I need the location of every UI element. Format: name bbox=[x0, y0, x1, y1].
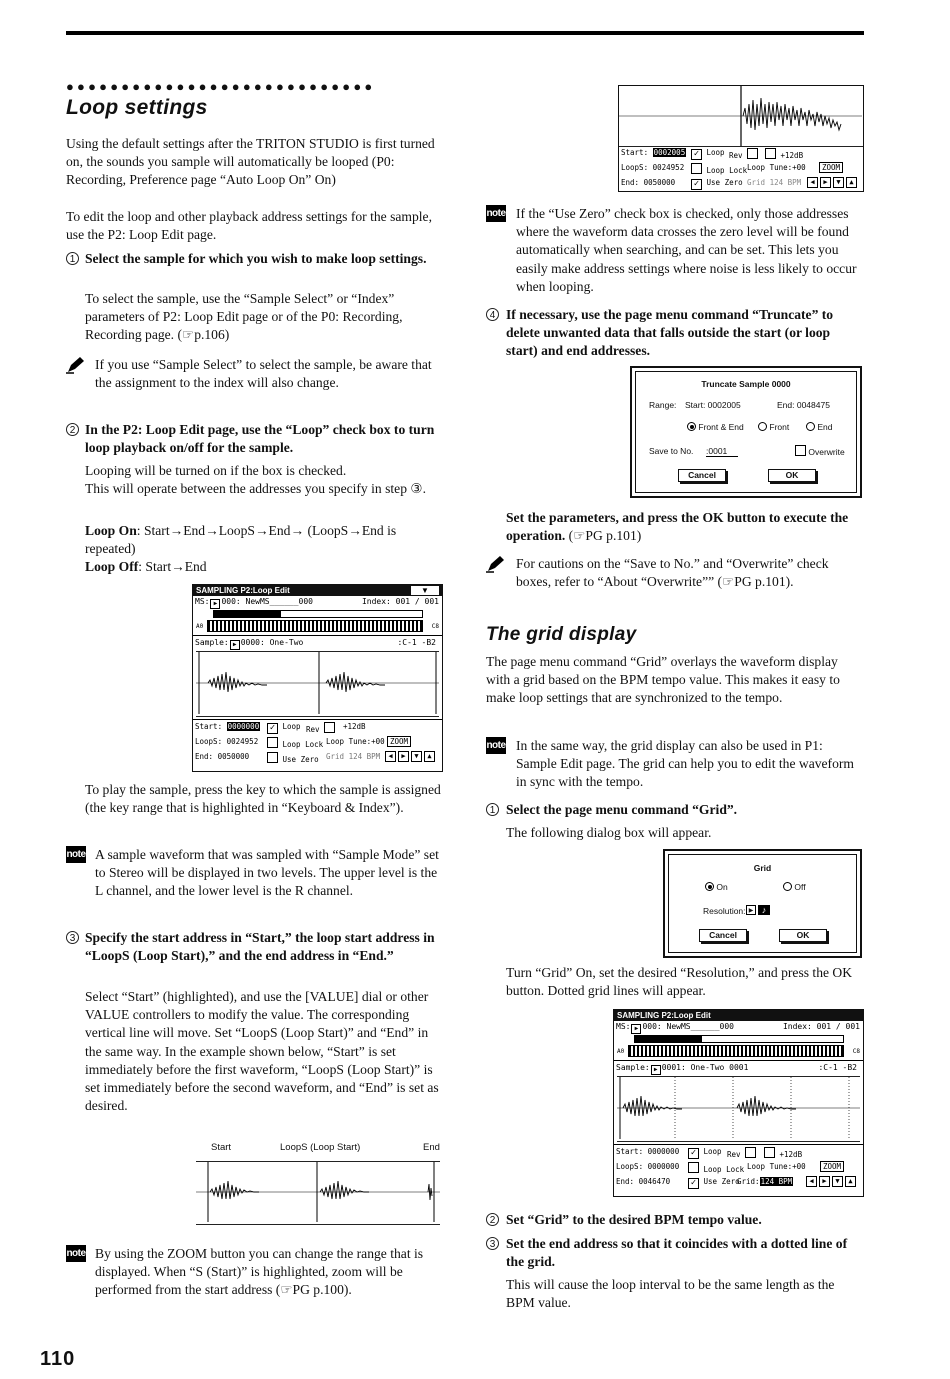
step-number: 3 bbox=[66, 931, 79, 944]
note-icon: note bbox=[486, 737, 506, 754]
caution-pen-icon bbox=[486, 555, 506, 573]
truncate-dialog bbox=[630, 366, 862, 498]
range-label: Range: bbox=[649, 400, 677, 410]
play-paragraph: To play the sample, press the key to which the sample is assigned (the key range that is highlighted in “Keyboard & Index”). bbox=[85, 782, 441, 816]
step-4 bbox=[486, 306, 864, 361]
loop-tune-label: Loop Tune: bbox=[747, 163, 793, 172]
loop-tune-value[interactable]: +00 bbox=[371, 737, 385, 746]
note-icon: note bbox=[66, 1245, 86, 1262]
plus12db-checkbox[interactable] bbox=[764, 1147, 775, 1158]
radio-off-icon bbox=[783, 882, 792, 891]
loop-on-line bbox=[85, 522, 441, 558]
ms-number: 000 bbox=[298, 597, 313, 606]
end-value[interactable]: 0050000 bbox=[217, 752, 250, 761]
step-heading: Select the sample for which you wish to make loop settings. bbox=[85, 251, 427, 266]
waveform-graphic bbox=[196, 652, 439, 714]
front-end-option[interactable] bbox=[687, 422, 744, 432]
waveform-display[interactable] bbox=[617, 1076, 860, 1142]
truncate-start[interactable]: Start: 0002005 bbox=[685, 400, 741, 410]
use-zero-checkbox[interactable]: ✓ bbox=[688, 1178, 699, 1189]
page-menu-button[interactable]: ▼ bbox=[411, 586, 439, 595]
keyboard-icon[interactable] bbox=[628, 1045, 844, 1057]
step-heading: Specify the start address in “Start,” the loop start address in “LoopS (Loop Start),” and the end address in “End.” bbox=[85, 930, 435, 964]
end-option[interactable] bbox=[806, 422, 833, 432]
end-option-label: End bbox=[817, 422, 833, 432]
plus12db-label: +12dB bbox=[779, 1150, 803, 1159]
waveform-graphic bbox=[617, 1077, 860, 1139]
loop-lock-label: Loop Lock bbox=[703, 1165, 745, 1174]
zoomed-waveform-graphic bbox=[619, 86, 862, 146]
keyboard-area bbox=[193, 608, 442, 635]
front-option[interactable] bbox=[758, 422, 789, 432]
loop-lock-checkbox[interactable] bbox=[691, 163, 702, 174]
note-1: A sample waveform that was sampled with “Sample Mode” set to Stereo will be displayed in two levels. The upper level is the L channel, and the lower level is the R channel. bbox=[95, 847, 439, 899]
plus12db-checkbox[interactable] bbox=[765, 148, 776, 159]
zoom-in-icon[interactable]: ▶ bbox=[398, 751, 409, 762]
cancel-button[interactable]: Cancel bbox=[699, 929, 747, 942]
loop-label: Loop bbox=[703, 1147, 722, 1156]
intro-paragraph-2: To edit the loop and other playback address settings for the sample, use the P2: Loop Edit page. bbox=[66, 209, 432, 243]
ms-value[interactable]: 000: NewMS bbox=[221, 597, 270, 606]
keyboard-icon[interactable] bbox=[207, 620, 423, 632]
loop-edit-screen-2 bbox=[613, 1009, 864, 1197]
ms-select-icon[interactable]: ▶ bbox=[210, 599, 220, 609]
note-icon: note bbox=[66, 846, 86, 863]
index-value[interactable]: Index: 001 / 001 bbox=[782, 1022, 860, 1031]
grid-off-option[interactable] bbox=[783, 882, 806, 892]
ms-row: MS: ▶ 000: NewMS______000 Index: 001 / 001 bbox=[195, 597, 439, 607]
loop-off-text: : Start→End bbox=[138, 559, 207, 574]
loop-on-label: Loop On bbox=[85, 523, 137, 538]
sample-key: :C-1 -B2 bbox=[397, 638, 436, 647]
step-number: 1 bbox=[66, 252, 79, 265]
rev-checkbox[interactable] bbox=[745, 1147, 756, 1158]
save-to-label: Save to No. bbox=[649, 446, 694, 456]
use-zero-label: Use Zero bbox=[706, 178, 743, 187]
overwrite-option[interactable] bbox=[795, 445, 845, 457]
use-zero-label: Use Zero bbox=[703, 1177, 740, 1186]
sample-label: Sample: bbox=[195, 638, 229, 647]
key-c8-label: C8 bbox=[431, 623, 439, 630]
front-label: Front bbox=[769, 422, 790, 432]
loop-checkbox[interactable]: ✓ bbox=[691, 149, 702, 160]
dialog-title: Truncate Sample 0000 bbox=[701, 379, 791, 389]
ms-select-icon[interactable]: ▶ bbox=[631, 1024, 641, 1034]
ms-number: 000 bbox=[719, 1022, 734, 1031]
cancel-button[interactable]: Cancel bbox=[678, 469, 726, 482]
zoom-arrows bbox=[807, 177, 861, 188]
zoom-button[interactable] bbox=[820, 1161, 844, 1172]
section-dots: ●●●●●●●●●●●●●●●●●●●●●●●●●●●● bbox=[66, 79, 376, 94]
grid-value[interactable]: 124 BPM bbox=[760, 1177, 793, 1186]
loops-value[interactable]: 0000000 bbox=[647, 1162, 680, 1171]
end-label: End: bbox=[195, 752, 214, 761]
ok-button[interactable]: OK bbox=[768, 469, 816, 482]
step-heading: Select the page menu command “Grid”. bbox=[506, 802, 738, 817]
step-2 bbox=[66, 421, 441, 457]
start-value[interactable]: 0000000 bbox=[647, 1147, 680, 1156]
end-value[interactable]: 0050000 bbox=[643, 178, 676, 187]
loop-tune-label: Loop Tune: bbox=[747, 1162, 793, 1171]
sample-select-icon[interactable]: ▶ bbox=[230, 640, 240, 650]
zoom-arrows bbox=[385, 751, 437, 762]
use-zero-label: Use Zero bbox=[282, 755, 319, 764]
step-3-body: Select “Start” (highlighted), and use the [VALUE] dial or other VALUE controllers to modify the value. The corresponding vertical line will move. Set “LoopS (Loop Start)” and “End” in the same way. In the example shown below, “Start” is set immediately before the first waveform, “LoopS (Loop Start)” is set immediately before the second waveform, and “End” is set as desired. bbox=[85, 989, 439, 1114]
index-bar bbox=[634, 1035, 844, 1043]
index-value[interactable]: Index: 001 / 001 bbox=[361, 597, 439, 606]
step-1 bbox=[66, 250, 441, 268]
loop-off-label: Loop Off bbox=[85, 559, 139, 574]
zoom-out-icon[interactable]: ◀ bbox=[807, 177, 818, 188]
step-heading: Set “Grid” to the desired BPM tempo value. bbox=[506, 1212, 762, 1227]
note-4: In the same way, the grid display can also be used in P1: Sample Edit page. The grid can help you to edit the waveform in sync with the tempo. bbox=[516, 738, 854, 790]
loop-lock-label: Loop Lock bbox=[282, 740, 324, 749]
key-a0-label: A0 bbox=[617, 1048, 625, 1055]
note-3: If the “Use Zero” check box is checked, only those addresses where the waveform data crosses the zero level will be found automatically when searching, and can be set. This lets you easily make address settings where noise is less likely to occur when looping. bbox=[516, 206, 857, 294]
section-title: Loop settings bbox=[66, 96, 208, 119]
screen-title: SAMPLING P2:Loop Edit bbox=[196, 586, 290, 595]
address-panel bbox=[619, 147, 863, 193]
radio-off-icon bbox=[758, 422, 767, 431]
caution-1: If you use “Sample Select” to select the sample, be aware that the assignment to the index will also change. bbox=[95, 357, 432, 391]
start-value[interactable]: 0002005 bbox=[653, 148, 686, 157]
zoom-arrows bbox=[806, 1176, 858, 1187]
step-number: 3 bbox=[486, 1237, 499, 1250]
grid-intro: The page menu command “Grid” overlays the waveform display with a grid based on the BPM tempo value. This makes it easy to make loop settings that are synchronized to the tempo. bbox=[486, 654, 840, 706]
radio-on-icon bbox=[705, 882, 714, 891]
dialog-frame bbox=[635, 371, 857, 493]
top-rule bbox=[66, 31, 864, 35]
loop-label: Loop bbox=[282, 722, 301, 731]
zoom-in-icon[interactable]: ▶ bbox=[819, 1176, 830, 1187]
grid-label: Grid bbox=[747, 178, 766, 187]
step-heading: In the P2: Loop Edit page, use the “Loop” check box to turn loop playback on/off for the sample. bbox=[85, 422, 435, 456]
start-label: Start: bbox=[621, 148, 649, 157]
loop-tune-label: Loop Tune: bbox=[326, 737, 372, 746]
rev-checkbox[interactable] bbox=[324, 722, 335, 733]
start-label: Start: bbox=[195, 722, 223, 731]
zoom-up-icon[interactable]: ▲ bbox=[424, 751, 435, 762]
diagram-loops-label: LoopS (Loop Start) bbox=[280, 1142, 361, 1153]
grid-value[interactable]: 124 BPM bbox=[769, 178, 802, 187]
grid-dialog bbox=[663, 849, 862, 958]
grid-on-paragraph: Turn “Grid” On, set the desired “Resolution,” and press the OK button. Dotted grid lines will appear. bbox=[506, 965, 853, 999]
intro-paragraph-1: Using the default settings after the TRITON STUDIO is first turned on, the sounds you sample will automatically be looped (P0: Recording, Preference page “Auto Loop On” On) bbox=[66, 136, 435, 188]
keyboard-area bbox=[614, 1033, 863, 1060]
step-1-body: To select the sample, use the “Sample Select” or “Index” parameters of P2: Loop Edit page or of the P0: Recording, Recording page. (☞p.106) bbox=[85, 291, 403, 343]
diagram-waveform-graphic bbox=[196, 1162, 440, 1222]
step-number: 1 bbox=[486, 803, 499, 816]
loop-edit-screen-zoomed bbox=[618, 85, 864, 192]
diagram-start-label: Start bbox=[211, 1142, 232, 1153]
grid-step-1 bbox=[486, 801, 864, 819]
grid-off-label: Off bbox=[794, 882, 806, 892]
step-2-body-1: Looping will be turned on if the box is checked. bbox=[85, 463, 347, 478]
step-number: 4 bbox=[486, 308, 499, 321]
screen-titlebar bbox=[193, 585, 442, 596]
rev-label: Rev bbox=[306, 725, 320, 734]
zoom-up-icon[interactable]: ▲ bbox=[845, 1176, 856, 1187]
index-bar bbox=[213, 610, 423, 618]
step-3 bbox=[66, 929, 441, 965]
ms-value[interactable]: 000: NewMS bbox=[642, 1022, 691, 1031]
zoom-label: ZOOM bbox=[822, 163, 841, 172]
zoomed-waveform[interactable] bbox=[619, 86, 863, 147]
grid-step-2 bbox=[486, 1211, 864, 1229]
zoom-label: ZOOM bbox=[823, 1162, 842, 1171]
step-number: 2 bbox=[486, 1213, 499, 1226]
address-panel bbox=[614, 1144, 863, 1193]
loop-checkbox[interactable]: ✓ bbox=[688, 1148, 699, 1159]
rev-label: Rev bbox=[727, 1150, 741, 1159]
step-2-body-2: This will operate between the addresses you specify in step ③. bbox=[85, 481, 426, 496]
zoom-up-icon[interactable]: ▲ bbox=[846, 177, 857, 188]
zoom-in-icon[interactable]: ▶ bbox=[820, 177, 831, 188]
key-a0-label: A0 bbox=[196, 623, 204, 630]
sample-label: Sample: bbox=[616, 1063, 650, 1072]
loop-tune-value[interactable]: +00 bbox=[792, 1162, 806, 1171]
ok-button[interactable]: OK bbox=[779, 929, 827, 942]
zoom-down-icon[interactable]: ▼ bbox=[832, 1176, 843, 1187]
grid-label: Grid bbox=[326, 752, 345, 761]
rev-checkbox[interactable] bbox=[747, 148, 758, 159]
overwrite-label: Overwrite bbox=[808, 447, 845, 457]
end-label: End: bbox=[621, 178, 640, 187]
zoom-out-icon[interactable]: ◀ bbox=[806, 1176, 817, 1187]
grid-on-label: On bbox=[716, 882, 728, 892]
zoom-down-icon[interactable]: ▼ bbox=[833, 177, 844, 188]
sample-row bbox=[193, 635, 442, 649]
loop-label: Loop bbox=[706, 148, 725, 157]
zoom-label: ZOOM bbox=[390, 737, 409, 746]
truncate-end[interactable]: End: 0048475 bbox=[777, 400, 830, 410]
grid-label: Grid: bbox=[737, 1177, 760, 1186]
loops-label: LoopS: bbox=[195, 737, 223, 746]
page-number: 110 bbox=[40, 1348, 76, 1370]
use-zero-checkbox[interactable]: ✓ bbox=[691, 179, 702, 190]
zoom-button[interactable] bbox=[387, 736, 411, 747]
ms-row: MS: ▶ 000: NewMS______000 Index: 001 / 001 bbox=[616, 1022, 860, 1032]
resolution-select-icon[interactable]: ▶ bbox=[746, 905, 756, 915]
loops-value[interactable]: 0024952 bbox=[226, 737, 259, 746]
zoom-down-icon[interactable]: ▼ bbox=[411, 751, 422, 762]
sample-select-icon[interactable]: ▶ bbox=[651, 1065, 661, 1075]
dialog-title: Grid bbox=[753, 863, 772, 873]
grid-section-title: The grid display bbox=[486, 624, 637, 645]
grid-step-3 bbox=[486, 1235, 864, 1271]
note-2: By using the ZOOM button you can change the range that is displayed. When “S (Start)” is highlighted, zoom will be performed from the start address (☞PG p.100). bbox=[95, 1246, 424, 1298]
diagram-waveform bbox=[196, 1161, 440, 1225]
key-c8-label: C8 bbox=[852, 1048, 860, 1055]
use-zero-checkbox[interactable] bbox=[267, 752, 278, 763]
set-params-line bbox=[506, 509, 864, 545]
step-heading: Set the end address so that it coincides with a dotted line of the grid. bbox=[506, 1236, 848, 1270]
grid-step-3-body: This will cause the loop interval to be the same length as the BPM value. bbox=[506, 1277, 835, 1311]
loops-label: LoopS: bbox=[621, 163, 649, 172]
loop-lock-checkbox[interactable] bbox=[688, 1162, 699, 1173]
ms-label: MS: bbox=[616, 1022, 631, 1031]
screen-titlebar bbox=[614, 1010, 863, 1021]
sample-value[interactable]: 0001: One-Two 0001 bbox=[661, 1063, 749, 1072]
grid-on-option[interactable] bbox=[705, 882, 728, 892]
front-end-label: Front & End bbox=[698, 422, 744, 432]
loop-edit-screen-1 bbox=[192, 584, 443, 772]
note-icon: note bbox=[486, 205, 506, 222]
loop-lock-label: Loop Lock bbox=[706, 166, 748, 175]
zoom-button[interactable] bbox=[819, 162, 843, 173]
resolution-value[interactable]: ♪ bbox=[758, 905, 770, 915]
step-heading: If necessary, use the page menu command “Truncate” to delete unwanted data that falls outside the start (or loop start) and end addresses. bbox=[506, 307, 834, 359]
step-number: 2 bbox=[66, 423, 79, 436]
sample-row bbox=[614, 1060, 863, 1074]
set-params-ref: (☞PG p.101) bbox=[565, 528, 642, 544]
ms-label: MS: bbox=[195, 597, 210, 606]
start-label: Start: bbox=[616, 1147, 644, 1156]
radio-on-icon bbox=[687, 422, 696, 431]
address-diagram bbox=[194, 1141, 442, 1227]
plus12db-label: +12dB bbox=[780, 151, 804, 160]
sample-key: :C-1 -B2 bbox=[818, 1063, 857, 1072]
address-panel bbox=[193, 719, 442, 768]
grid-step-1-body: The following dialog box will appear. bbox=[506, 825, 712, 840]
grid-value[interactable]: 124 BPM bbox=[348, 752, 381, 761]
diagram-end-label: End bbox=[423, 1142, 440, 1153]
end-label: End: bbox=[616, 1177, 635, 1186]
plus12db-label: +12dB bbox=[343, 722, 366, 731]
loops-value[interactable]: 0024952 bbox=[652, 163, 685, 172]
loop-off-line bbox=[85, 558, 441, 576]
sample-value[interactable]: 0000: One-Two bbox=[240, 638, 304, 647]
start-value[interactable]: 0000000 bbox=[227, 722, 260, 731]
waveform-display[interactable] bbox=[196, 651, 439, 717]
loop-tune-value[interactable]: +00 bbox=[792, 163, 806, 172]
zoom-out-icon[interactable]: ◀ bbox=[385, 751, 396, 762]
loop-checkbox[interactable]: ✓ bbox=[267, 723, 278, 734]
end-value[interactable]: 0046470 bbox=[638, 1177, 671, 1186]
loops-label: LoopS: bbox=[616, 1162, 644, 1171]
loop-on-text: : Start→End→LoopS→End→ (LoopS→End is repeated) bbox=[85, 523, 397, 557]
caution-pen-icon bbox=[66, 356, 86, 374]
loop-lock-checkbox[interactable] bbox=[267, 737, 278, 748]
rev-label: Rev bbox=[729, 151, 743, 160]
screen-title: SAMPLING P2:Loop Edit bbox=[617, 1011, 711, 1020]
caution-2: For cautions on the “Save to No.” and “Overwrite” check boxes, refer to “About “Overwrite”” (☞PG p.101). bbox=[516, 556, 829, 590]
save-to-value[interactable]: :0001 bbox=[706, 446, 738, 457]
radio-off-icon bbox=[806, 422, 815, 431]
overwrite-checkbox bbox=[795, 445, 806, 456]
set-params-text: Set the parameters, and press the OK button to execute the operation. bbox=[506, 510, 849, 544]
resolution-label: Resolution: bbox=[703, 906, 746, 916]
